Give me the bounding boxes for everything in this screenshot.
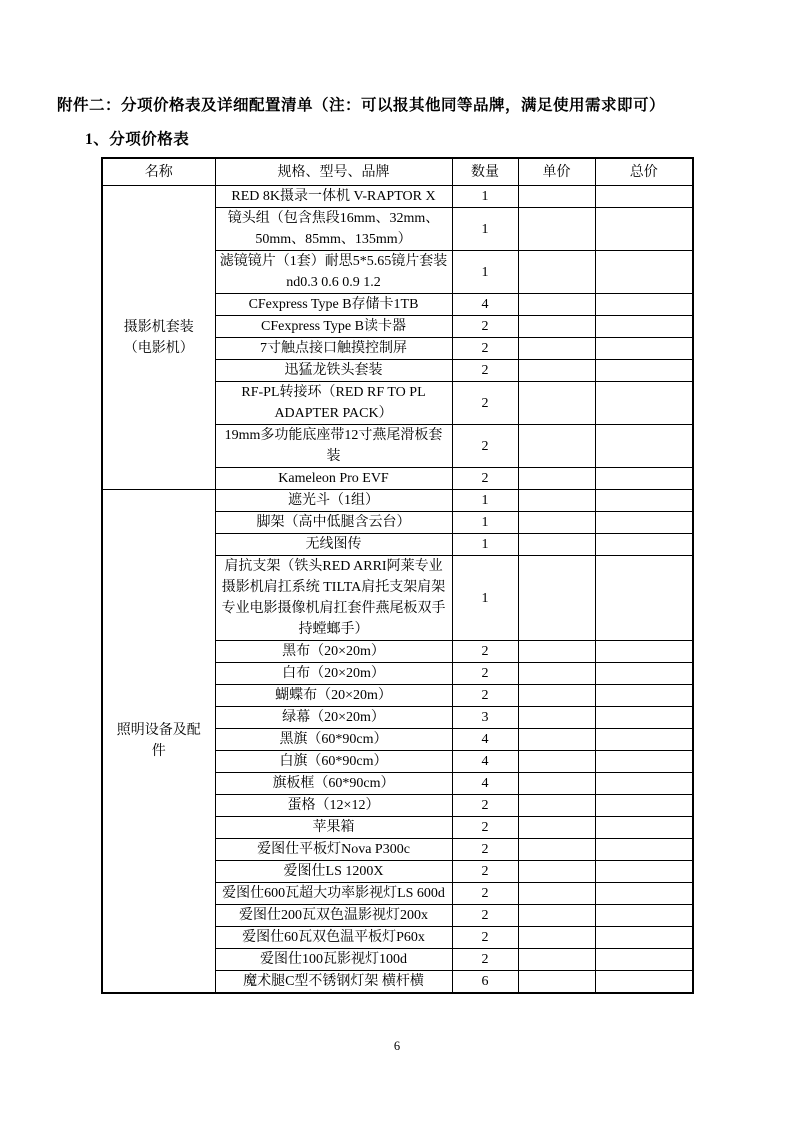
table-row [102, 490, 693, 512]
qty-cell: 1 [452, 186, 518, 208]
spec-cell: RED 8K摄录一体机 V-RAPTOR X [215, 186, 452, 208]
total-price-cell [595, 360, 693, 382]
total-price-cell [595, 949, 693, 971]
attachment-title: 附件二：分项价格表及详细配置清单（注：可以报其他同等品牌，满足使用需求即可） [57, 97, 666, 114]
qty-cell: 4 [452, 773, 518, 795]
total-price-cell [595, 382, 693, 425]
spec-cell: 苹果箱 [215, 817, 452, 839]
qty-cell: 2 [452, 382, 518, 425]
unit-price-cell [518, 316, 595, 338]
unit-price-cell [518, 663, 595, 685]
total-price-cell [595, 534, 693, 556]
qty-cell: 1 [452, 208, 518, 251]
price-table-body [102, 186, 693, 994]
unit-price-cell [518, 729, 595, 751]
qty-cell: 2 [452, 817, 518, 839]
qty-cell: 2 [452, 927, 518, 949]
unit-price-cell [518, 927, 595, 949]
spec-cell: 滤镜镜片（1套）耐思5*5.65镜片套装 nd0.3 0.6 0.9 1.2 [215, 251, 452, 294]
total-price-cell [595, 468, 693, 490]
total-price-cell [595, 839, 693, 861]
unit-price-cell [518, 883, 595, 905]
unit-price-cell [518, 338, 595, 360]
unit-price-cell [518, 208, 595, 251]
spec-cell: 遮光斗（1组） [215, 490, 452, 512]
unit-price-cell [518, 905, 595, 927]
unit-price-cell [518, 512, 595, 534]
unit-price-cell [518, 425, 595, 468]
unit-price-cell [518, 751, 595, 773]
spec-cell: 脚架（高中低腿含云台） [215, 512, 452, 534]
total-price-cell [595, 251, 693, 294]
total-price-cell [595, 883, 693, 905]
total-price-cell [595, 316, 693, 338]
spec-cell: 爱图仕200瓦双色温影视灯200x [215, 905, 452, 927]
column-header: 单价 [518, 158, 595, 186]
unit-price-cell [518, 949, 595, 971]
spec-cell: 爱图仕LS 1200X [215, 861, 452, 883]
category-name-cell: 照明设备及配件 [102, 490, 215, 994]
spec-cell: 19mm多功能底座带12寸燕尾滑板套装 [215, 425, 452, 468]
qty-cell: 2 [452, 905, 518, 927]
spec-cell: 黑布（20×20m） [215, 641, 452, 663]
qty-cell: 4 [452, 751, 518, 773]
total-price-cell [595, 971, 693, 994]
qty-cell: 1 [452, 556, 518, 641]
unit-price-cell [518, 971, 595, 994]
spec-cell: 蛋格（12×12） [215, 795, 452, 817]
qty-cell: 2 [452, 338, 518, 360]
spec-cell: Kameleon Pro EVF [215, 468, 452, 490]
spec-cell: 爱图仕100瓦影视灯100d [215, 949, 452, 971]
column-header: 名称 [102, 158, 215, 186]
total-price-cell [595, 294, 693, 316]
total-price-cell [595, 663, 693, 685]
spec-cell: 爱图仕600瓦超大功率影视灯LS 600d [215, 883, 452, 905]
spec-cell: 无线图传 [215, 534, 452, 556]
qty-cell: 6 [452, 971, 518, 994]
spec-cell: 旗板框（60*90cm） [215, 773, 452, 795]
spec-cell: 迅猛龙铁头套装 [215, 360, 452, 382]
unit-price-cell [518, 817, 595, 839]
page-number: 6 [393, 1039, 401, 1053]
qty-cell: 2 [452, 883, 518, 905]
qty-cell: 2 [452, 663, 518, 685]
qty-cell: 4 [452, 294, 518, 316]
total-price-cell [595, 861, 693, 883]
total-price-cell [595, 773, 693, 795]
qty-cell: 2 [452, 949, 518, 971]
spec-cell: 肩抗支架（铁头RED ARRI阿莱专业摄影机肩扛系统 TILTA肩托支架肩架 专业电影摄像机肩扛套件燕尾板双手持螳螂手） [215, 556, 452, 641]
unit-price-cell [518, 360, 595, 382]
unit-price-cell [518, 186, 595, 208]
unit-price-cell [518, 773, 595, 795]
qty-cell: 1 [452, 251, 518, 294]
spec-cell: CFexpress Type B读卡器 [215, 316, 452, 338]
spec-cell: 魔术腿C型不锈钢灯架 横杆横 [215, 971, 452, 994]
total-price-cell [595, 795, 693, 817]
unit-price-cell [518, 490, 595, 512]
unit-price-cell [518, 468, 595, 490]
qty-cell: 1 [452, 490, 518, 512]
spec-cell: 蝴蝶布（20×20m） [215, 685, 452, 707]
total-price-cell [595, 556, 693, 641]
column-header: 规格、型号、品牌 [215, 158, 452, 186]
total-price-cell [595, 707, 693, 729]
qty-cell: 2 [452, 685, 518, 707]
total-price-cell [595, 817, 693, 839]
total-price-cell [595, 338, 693, 360]
qty-cell: 1 [452, 512, 518, 534]
total-price-cell [595, 685, 693, 707]
total-price-cell [595, 927, 693, 949]
total-price-cell [595, 641, 693, 663]
column-header: 数量 [452, 158, 518, 186]
qty-cell: 2 [452, 360, 518, 382]
total-price-cell [595, 186, 693, 208]
qty-cell: 1 [452, 534, 518, 556]
unit-price-cell [518, 641, 595, 663]
section-title: 1、分项价格表 [85, 131, 190, 148]
header-row [102, 158, 693, 186]
qty-cell: 2 [452, 425, 518, 468]
qty-cell: 2 [452, 641, 518, 663]
unit-price-cell [518, 839, 595, 861]
spec-cell: 镜头组（包含焦段16mm、32mm、50mm、85mm、135mm） [215, 208, 452, 251]
category-name-cell: 摄影机套装（电影机） [102, 186, 215, 490]
unit-price-cell [518, 685, 595, 707]
spec-cell: 白布（20×20m） [215, 663, 452, 685]
spec-cell: CFexpress Type B存储卡1TB [215, 294, 452, 316]
spec-cell: 爱图仕平板灯Nova P300c [215, 839, 452, 861]
spec-cell: 7寸触点接口触摸控制屏 [215, 338, 452, 360]
qty-cell: 2 [452, 795, 518, 817]
spec-cell: RF-PL转接环（RED RF TO PL ADAPTER PACK） [215, 382, 452, 425]
total-price-cell [595, 208, 693, 251]
spec-cell: 黑旗（60*90cm） [215, 729, 452, 751]
unit-price-cell [518, 556, 595, 641]
spec-cell: 爱图仕60瓦双色温平板灯P60x [215, 927, 452, 949]
qty-cell: 4 [452, 729, 518, 751]
column-header: 总价 [595, 158, 693, 186]
total-price-cell [595, 905, 693, 927]
total-price-cell [595, 425, 693, 468]
qty-cell: 2 [452, 468, 518, 490]
unit-price-cell [518, 251, 595, 294]
unit-price-cell [518, 534, 595, 556]
qty-cell: 3 [452, 707, 518, 729]
unit-price-cell [518, 861, 595, 883]
spec-cell: 绿幕（20×20m） [215, 707, 452, 729]
unit-price-cell [518, 707, 595, 729]
total-price-cell [595, 751, 693, 773]
unit-price-cell [518, 795, 595, 817]
price-table [101, 157, 694, 994]
table-row [102, 186, 693, 208]
spec-cell: 白旗（60*90cm） [215, 751, 452, 773]
total-price-cell [595, 490, 693, 512]
qty-cell: 2 [452, 839, 518, 861]
unit-price-cell [518, 382, 595, 425]
total-price-cell [595, 729, 693, 751]
total-price-cell [595, 512, 693, 534]
qty-cell: 2 [452, 861, 518, 883]
unit-price-cell [518, 294, 595, 316]
qty-cell: 2 [452, 316, 518, 338]
